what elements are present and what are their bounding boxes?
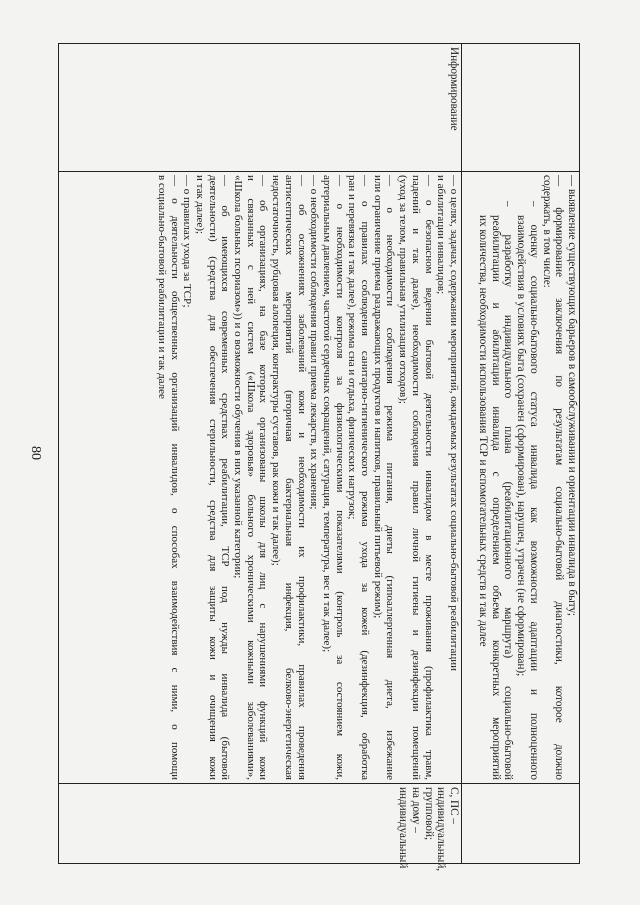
table-row-informing <box>59 44 462 864</box>
content-line: — о необходимости соблюдения режима питания, диеты (гипоаллергенная диета, избежание <box>384 175 397 780</box>
content-line: — об осложнениях заболеваний кожи и необходимости их профилактики, правилах проведения <box>295 175 308 780</box>
content-line: — о целях, задачах, содержании мероприятий, ожидаемых результатах социально-бытовой реабилитации <box>448 175 460 672</box>
content-line: «Школа больных псориазом»)) и о возможности обучения в них указанной категории; <box>232 175 245 579</box>
content-line: содержать, в том числе: <box>540 175 553 288</box>
content-line: — выявление существующих барьеров в самообслуживании и ориентации инвалида в быту; <box>566 175 578 617</box>
content-line: – оценку социально-бытового статуса инвалида как возможности адаптации и полноценного <box>527 201 540 780</box>
content-line: или ограничение приема раздражающих продуктов и напитков, правильный питьевой режим); <box>371 175 384 619</box>
form-line: индивидуальный <box>397 787 410 869</box>
content-line: ран и перевязка и так далее), режима сна и отдыха, физических нагрузок; <box>346 175 359 520</box>
table-row-diagnostics <box>462 44 580 864</box>
content-line: их количества, необходимости использования ТСР и вспомогательных средств и так далее <box>477 215 490 647</box>
content-line: взаимодействия в условиях быта (сохранен (сформирован), нарушен, утрачен (не сформирован); <box>515 215 528 677</box>
form-line: индивидуальный, <box>435 787 448 872</box>
page-number: 80 <box>28 446 43 460</box>
form-line: групповой; <box>422 787 435 841</box>
informing-content-cell <box>59 172 462 784</box>
rehabilitation-table <box>58 43 580 872</box>
row1-content-cell <box>462 172 580 784</box>
content-line: антисептических мероприятий (вторичная бактериальная инфекция, белково-энергетическая <box>282 175 295 780</box>
form-of-service-cell <box>59 784 462 872</box>
content-line: — об имеющихся современных средствах реабилитации, ТСР под нужды инвалида (бытовой <box>219 175 232 780</box>
service-name: Информирование <box>448 47 460 131</box>
content-line: — о необходимости соблюдения правил приема лекарств, их хранения; <box>308 175 321 510</box>
content-line: реабилитации и абилитации инвалида с определением объема конкретных мероприятий <box>489 215 502 780</box>
content-line: артериальным давлением, частотой сердечных сокращений, сатурация, температура, вес и так далее); <box>320 175 333 653</box>
content-line: – разработку индивидуального плана (реабилитационного маршрута) социально-бытовой <box>502 201 515 780</box>
row1-col1-cell <box>462 44 580 172</box>
rotated-table-wrapper <box>58 43 580 872</box>
content-line: — о необходимости контроля за физиологическими показателями (контроль за состоянием кожи, <box>333 175 346 780</box>
content-line: (уход за телом, правильная утилизация отходов); <box>397 175 410 404</box>
content-line: в социально-бытовой реабилитации и так далее <box>155 175 168 399</box>
content-line: — формирование заключения по результатам социально-бытовой диагностики, которое должно <box>553 175 566 780</box>
content-line: и связанных с ней систем («Школа здоровья» больного хроническими кожными заболеваниями», <box>244 175 257 780</box>
content-line: и абилитации инвалидов; <box>435 175 448 295</box>
content-line: падений и так далее), необходимости соблюдения правил личной гигиены и дезинфекции помещений <box>409 175 422 780</box>
content-line: и так далее); <box>193 175 206 235</box>
content-line: — о правилах ухода за ТСР; <box>181 175 194 308</box>
row1-col3-cell <box>462 784 580 864</box>
content-line: — о безопасном ведении бытовой деятельности инвалидом в месте проживания (профилактика травм, <box>422 175 435 780</box>
form-line: на дому – <box>409 787 422 833</box>
content-line: недостаточность, рубцовая алопеция, контрактуры суставов, рак кожи и так далее); <box>270 175 283 566</box>
content-line: деятельности) (средства для обеспечения стерильности, средства для защиты кожи и очищения кожи <box>206 175 219 780</box>
content-line: — о правилах соблюдения санитарно-гигиенического режима ухода за кожей (дезинфекция, обработка <box>359 175 372 780</box>
form-line: С, ПС – <box>448 787 460 824</box>
service-name-cell <box>59 44 462 172</box>
content-line: — об организациях, на базе которых организованы школы для лиц с нарушениями функций кожи <box>257 175 270 780</box>
content-line: — о деятельности общественных организаций инвалидов, о способах взаимодействия с ними, о помощи <box>168 175 181 780</box>
